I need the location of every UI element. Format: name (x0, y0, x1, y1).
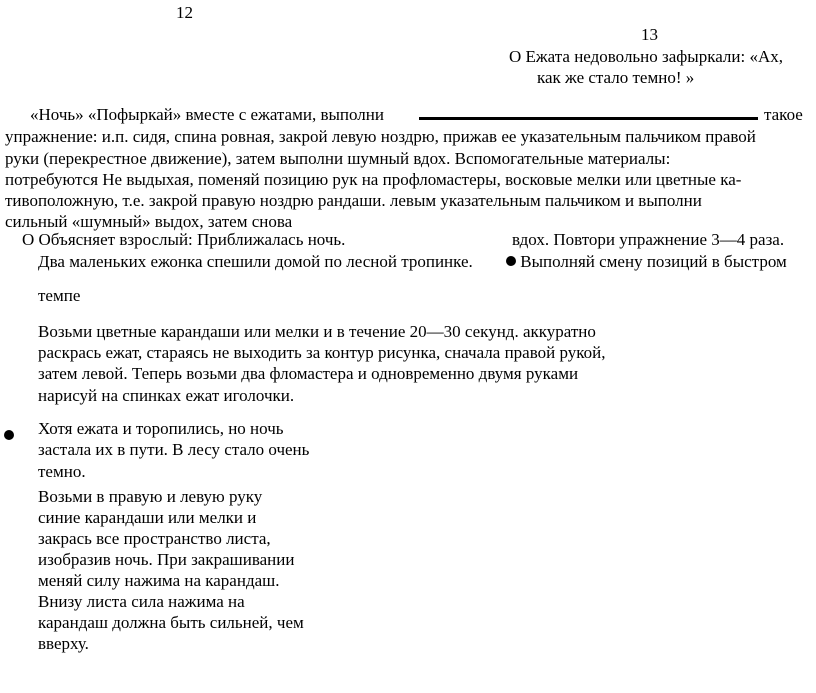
hedgehogs-line-right (506, 251, 787, 272)
adult-line-right: вдох. Повтори упражнение 3—4 раза. (512, 230, 785, 249)
task3-line-3: закрась все пространство листа, (38, 529, 271, 548)
bullet-icon (4, 425, 16, 437)
task2-line-3: затем левой. Теперь возьми два фломастера и одновременно двумя руками (38, 364, 579, 383)
story-line-1: О Ежата недовольно зафыркали: «Ах, (509, 47, 784, 66)
exercise-line-6: сильный «шумный» выдох, затем снова (5, 212, 293, 231)
tempo-line: темпе (38, 286, 81, 305)
task2-line-2: раскрась ежат, стараясь не выходить за контур рисунка, сначала правой рукой, (38, 343, 606, 362)
story2-line-1: Хотя ежата и торопились, но ночь (38, 419, 284, 438)
exercise-line-1-end: такое (764, 105, 803, 124)
task3-line-1: Возьми в правую и левую руку (38, 487, 263, 506)
hedgehogs-line-right-text: Выполняй смену позиций в быстром (520, 252, 787, 271)
task3-line-2: синие карандаши или мелки и (38, 508, 257, 527)
bullet-icon (506, 256, 516, 266)
adult-line-left: О Объясняет взрослый: Приближалась ночь. (22, 230, 346, 249)
task2-line-1: Возьми цветные карандаши или мелки и в течение 20—30 секунд. аккуратно (38, 322, 596, 341)
story-line-2: как же стало темно! » (537, 68, 695, 87)
task3-line-8: вверху. (38, 634, 89, 653)
task3-line-7: карандаш должна быть сильней, чем (38, 613, 304, 632)
hedgehogs-line-left: Два маленьких ежонка спешили домой по лесной тропинке. (38, 252, 473, 271)
story2-line-2: застала их в пути. В лесу стало очень (38, 440, 310, 459)
story2-line-3: темно. (38, 462, 86, 481)
blank-underline (419, 117, 758, 120)
task3-line-5: меняй силу нажима на карандаш. (38, 571, 280, 590)
exercise-line-3: руки (перекрестное движение), затем выполни шумный вдох. Вспомогательные материалы: (5, 149, 671, 168)
exercise-line-1-start: «Ночь» «Пофыркай» вместе с ежатами, выполни (30, 105, 384, 124)
task3-line-4: изобразив ночь. При закрашивании (38, 550, 295, 569)
page-number-right: 13 (641, 25, 658, 44)
task2-line-4: нарисуй на спинках ежат иголочки. (38, 386, 295, 405)
page-number-left: 12 (176, 3, 193, 22)
exercise-line-4: потребуются Не выдыхая, поменяй позицию рук на профломастеры, восковые мелки или цветные ка- (5, 170, 742, 189)
exercise-line-5: тивоположную, т.е. закрой правую ноздрю рандаши. левым указательным пальчиком и выполни (5, 191, 702, 210)
exercise-line-2: упражнение: и.п. сидя, спина ровная, закрой левую ноздрю, прижав ее указательным пальчиком правой (5, 127, 756, 146)
task3-line-6: Внизу листа сила нажима на (38, 592, 245, 611)
